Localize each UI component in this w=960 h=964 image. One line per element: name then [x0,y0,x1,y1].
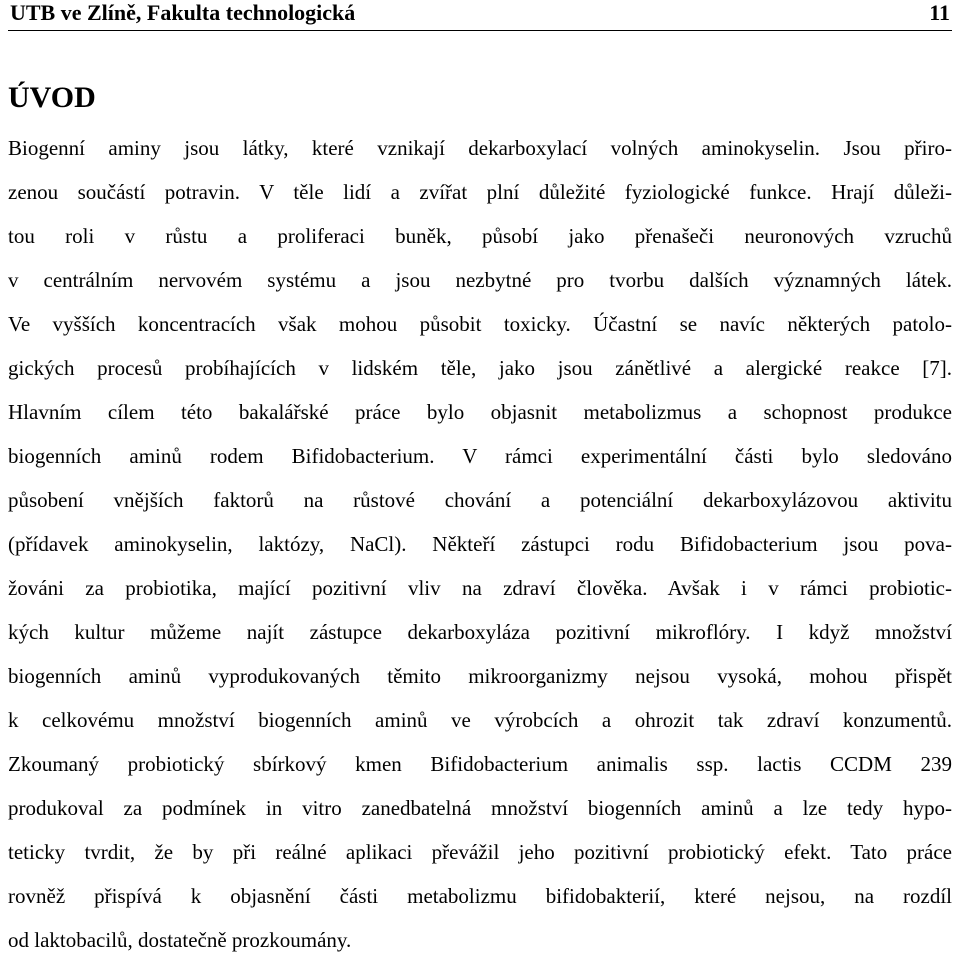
text-line: k celkovému množství biogenních aminů ve výrobcích a ohrozit tak zdraví konzumentů. [8,708,952,732]
text-line: rovněž přispívá k objasnění části metabolizmu bifidobakterií, které nejsou, na rozdíl [8,884,952,908]
text-line: tou roli v růstu a proliferaci buněk, působí jako přenašeči neuronových vzruchů [8,224,952,248]
text-line: žováni za probiotika, mající pozitivní vliv na zdraví člověka. Avšak i v rámci probiotic- [8,576,952,600]
header-title: UTB ve Zlíně, Fakulta technologická [10,0,356,25]
text-line: produkoval za podmínek in vitro zanedbatelná množství biogenních aminů a lze tedy hypo- [8,796,952,820]
page-number: 11 [929,0,950,25]
text-line: teticky tvrdit, že by při reálné aplikaci převážil jeho pozitivní probiotický efekt. Tato práce [8,840,952,864]
text-line: (přídavek aminokyselin, laktózy, NaCl). Někteří zástupci rodu Bifidobacterium jsou pova- [8,532,952,556]
text-line: působení vnějších faktorů na růstové chování a potenciální dekarboxylázovou aktivitu [8,488,952,512]
page-header [8,0,952,31]
text-line: gických procesů probíhajících v lidském těle, jako jsou zánětlivé a alergické reakce [7]. [8,356,952,380]
text-line-last: od laktobacilů, dostatečně prozkoumány. [8,928,352,952]
body-paragraph [8,126,952,962]
text-line: Zkoumaný probiotický sbírkový kmen Bifidobacterium animalis ssp. lactis CCDM 239 [8,752,952,776]
text-line: Hlavním cílem této bakalářské práce bylo objasnit metabolizmus a schopnost produkce [8,400,952,424]
text-line: Ve vyšších koncentracích však mohou působit toxicky. Účastní se navíc některých patolo- [8,312,952,336]
text-line: biogenních aminů rodem Bifidobacterium. V rámci experimentální části bylo sledováno [8,444,952,468]
text-line: biogenních aminů vyprodukovaných těmito mikroorganizmy nejsou vysoká, mohou přispět [8,664,952,688]
section-title: ÚVOD [8,81,96,114]
text-line: kých kultur můžeme najít zástupce dekarboxyláza pozitivní mikroflóry. I když množství [8,620,952,644]
text-line: zenou součástí potravin. V těle lidí a zvířat plní důležité fyziologické funkce. Hrají důleži- [8,180,952,204]
text-line: Biogenní aminy jsou látky, které vznikají dekarboxylací volných aminokyselin. Jsou přiro- [8,136,952,160]
text-line: v centrálním nervovém systému a jsou nezbytné pro tvorbu dalších významných látek. [8,268,952,292]
